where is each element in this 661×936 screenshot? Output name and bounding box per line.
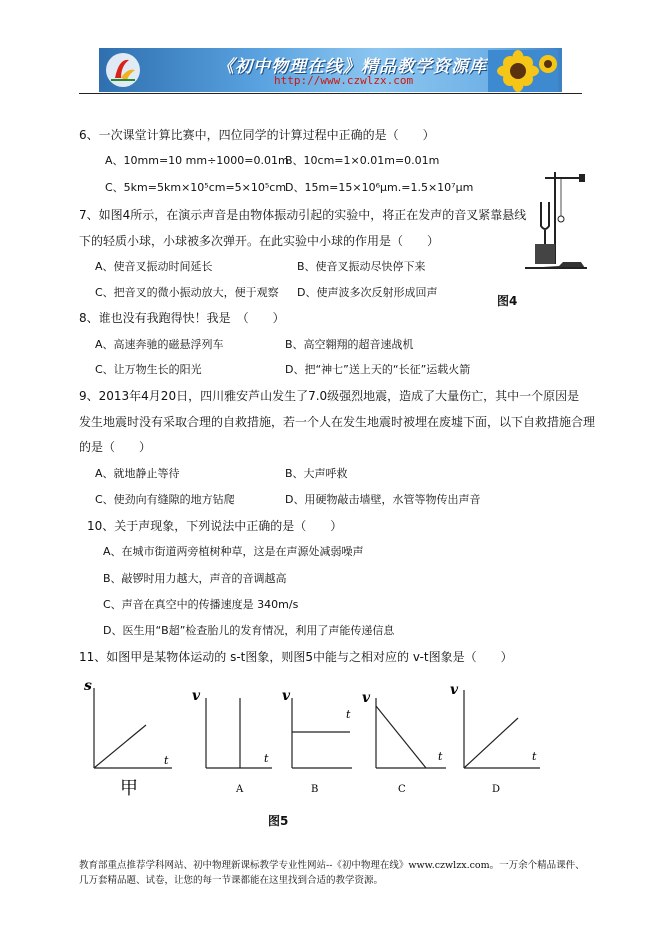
graph-c-y-axis-label: v bbox=[362, 690, 371, 706]
question-9-text-line-3: 的是（ ） bbox=[79, 440, 152, 454]
graph-b-caption: B bbox=[311, 784, 319, 795]
question-10-option-a: A、在城市街道两旁植树种草，这是在声源处减弱噪声 bbox=[103, 545, 364, 558]
question-9-option-b: B、大声呼救 bbox=[285, 467, 348, 480]
question-10-text: 10、关于声现象，下列说法中正确的是（ ） bbox=[87, 519, 343, 533]
graph-b-y-axis-label: v bbox=[282, 688, 291, 704]
tuning-fork-apparatus-figure bbox=[515, 168, 590, 278]
question-9-text-line-1: 9、2013年4月20日，四川雅安芦山发生了7.0级强烈地震，造成了大量伤亡，其中一个原因是 bbox=[79, 389, 580, 403]
footer-line-2: 几万套精品题、试卷，让您的每一节课都能在这里找到合适的教学资源。 bbox=[79, 875, 384, 886]
graph-b-v-t bbox=[280, 686, 360, 796]
question-7-option-b: B、使音叉振动尽快停下来 bbox=[297, 260, 426, 273]
graph-d-y-axis-label: v bbox=[450, 682, 459, 698]
sunflower-icon bbox=[488, 50, 558, 92]
figure-5-label: 图5 bbox=[268, 814, 289, 828]
header-rule bbox=[79, 93, 582, 94]
question-6-option-b: B、10cm=1×0.01m=0.01m bbox=[285, 154, 440, 167]
figure-4-label: 图4 bbox=[497, 294, 518, 308]
question-8-option-d: D、把“神七”送上天的“长征”运载火箭 bbox=[285, 363, 471, 376]
graph-jia-caption: 甲 bbox=[120, 778, 138, 799]
graph-jia-x-axis-label: t bbox=[164, 754, 169, 767]
graph-a-v-t bbox=[188, 686, 278, 796]
question-6-option-a: A、10mm=10 mm÷1000=0.01m bbox=[105, 154, 289, 167]
graph-jia-s-t bbox=[80, 672, 180, 802]
question-10-option-b: B、敲锣时用力越大，声音的音调越高 bbox=[103, 572, 287, 585]
question-6-option-d: D、15m=15×10⁶μm.=1.5×10⁷μm bbox=[285, 181, 474, 194]
banner-url[interactable]: http://www.czwlzx.com bbox=[274, 74, 414, 87]
question-7-text-line-1: 7、如图4所示，在演示声音是由物体振动引起的实验中，将正在发声的音叉紧靠悬线 bbox=[79, 208, 527, 222]
site-logo-icon bbox=[105, 52, 141, 88]
question-7-option-c: C、把音叉的微小振动放大，便于观察 bbox=[95, 286, 279, 299]
question-8-option-a: A、高速奔驰的磁悬浮列车 bbox=[95, 338, 224, 351]
question-10-option-c: C、声音在真空中的传播速度是 340m/s bbox=[103, 598, 299, 611]
graph-a-y-axis-label: v bbox=[192, 688, 201, 704]
graph-d-x-axis-label: t bbox=[532, 750, 537, 763]
graph-c-x-axis-label: t bbox=[438, 750, 443, 763]
graph-jia-y-axis-label: s bbox=[84, 678, 92, 694]
question-9-option-c: C、使劲向有缝隙的地方钻爬 bbox=[95, 493, 235, 506]
question-11-text: 11、如图甲是某物体运动的 s-t图象，则图5中能与之相对应的 v-t图象是（ ） bbox=[79, 650, 513, 664]
footer-line-1: 教育部重点推荐学科网站、初中物理新课标教学专业性网站--《初中物理在线》www.czwlzx.com。一万余个精品课件、 bbox=[79, 860, 585, 871]
graph-c-v-t bbox=[360, 686, 450, 796]
question-9-option-d: D、用硬物敲击墙壁，水管等物传出声音 bbox=[285, 493, 481, 506]
graph-c-caption: C bbox=[398, 784, 406, 795]
graph-b-x-axis-label: t bbox=[346, 708, 351, 721]
question-6-text: 6、一次课堂计算比赛中，四位同学的计算过程中正确的是（ ） bbox=[79, 128, 435, 142]
question-7-option-a: A、使音叉振动时间延长 bbox=[95, 260, 213, 273]
header-banner bbox=[99, 48, 562, 92]
question-9-option-a: A、就地静止等待 bbox=[95, 467, 180, 480]
question-9-text-line-2: 发生地震时没有采取合理的自救措施，若一个人在发生地震时被埋在废墟下面，以下自救措施合理 bbox=[79, 415, 596, 429]
question-10-option-d: D、医生用“B超”检查胎儿的发育情况，利用了声能传递信息 bbox=[103, 624, 395, 637]
question-8-option-c: C、让万物生长的阳光 bbox=[95, 363, 202, 376]
graph-d-v-t bbox=[448, 678, 544, 796]
banner-title: 《初中物理在线》精品教学资源库 bbox=[217, 57, 487, 77]
question-7-option-d: D、使声波多次反射形成回声 bbox=[297, 286, 438, 299]
question-8-option-b: B、高空翱翔的超音速战机 bbox=[285, 338, 414, 351]
question-8-text: 8、谁也没有我跑得快！我是 （ ） bbox=[79, 311, 285, 325]
question-7-text-line-2: 下的轻质小球，小球被多次弹开。在此实验中小球的作用是（ ） bbox=[79, 234, 440, 248]
graph-a-caption: A bbox=[236, 784, 244, 795]
question-6-option-c: C、5km=5km×10⁵cm=5×10⁵cm bbox=[105, 181, 287, 194]
graph-d-caption: D bbox=[492, 784, 501, 795]
graph-a-x-axis-label: t bbox=[264, 752, 269, 765]
